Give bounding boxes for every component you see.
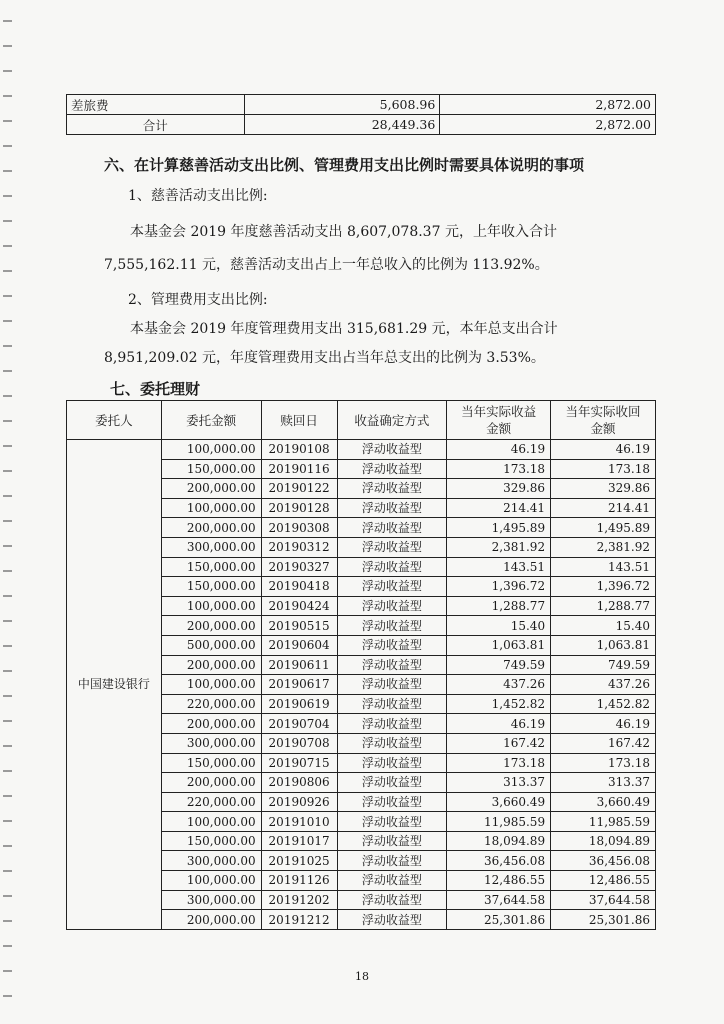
- redeem-date-cell: 20190611: [261, 655, 337, 675]
- wealth-management-table: [66, 400, 656, 930]
- header-trustee: 委托人: [67, 401, 162, 440]
- binder-mark: [3, 20, 12, 22]
- recovered-cell: 46.19: [551, 440, 656, 460]
- expense-label: 差旅费: [67, 95, 245, 115]
- header-amount: 委托金额: [161, 401, 261, 440]
- amount-cell: 200,000.00: [161, 518, 261, 538]
- income-cell: 749.59: [447, 655, 551, 675]
- income-type-cell: 浮动收益型: [337, 655, 447, 675]
- redeem-date-cell: 20190108: [261, 440, 337, 460]
- income-type-cell: 浮动收益型: [337, 773, 447, 793]
- section6-p2-line2: 8,951,209.02 元，年度管理费用支出占当年总支出的比例为 3.53%。: [104, 350, 545, 366]
- income-cell: 167.42: [447, 733, 551, 753]
- redeem-date-cell: 20190418: [261, 577, 337, 597]
- income-cell: 1,288.77: [447, 596, 551, 616]
- binder-mark: [3, 395, 12, 397]
- redeem-date-cell: 20191010: [261, 812, 337, 832]
- amount-cell: 200,000.00: [161, 910, 261, 930]
- recovered-cell: 3,660.49: [551, 792, 656, 812]
- binder-mark: [3, 145, 12, 147]
- expense-label: 合计: [67, 115, 245, 135]
- recovered-cell: 15.40: [551, 616, 656, 636]
- redeem-date-cell: 20191202: [261, 890, 337, 910]
- binder-mark: [3, 445, 12, 447]
- binder-mark: [3, 295, 12, 297]
- amount-cell: 220,000.00: [161, 792, 261, 812]
- binder-margin: [0, 0, 14, 1024]
- income-cell: 25,301.86: [447, 910, 551, 930]
- binder-mark: [3, 170, 12, 172]
- income-cell: 11,985.59: [447, 812, 551, 832]
- income-cell: 329.86: [447, 479, 551, 499]
- income-cell: 12,486.55: [447, 871, 551, 891]
- section6-heading: 六、在计算慈善活动支出比例、管理费用支出比例时需要具体说明的事项: [104, 156, 585, 174]
- binder-mark: [3, 870, 12, 872]
- amount-cell: 150,000.00: [161, 459, 261, 479]
- income-type-cell: 浮动收益型: [337, 851, 447, 871]
- binder-mark: [3, 595, 12, 597]
- income-cell: 36,456.08: [447, 851, 551, 871]
- recovered-cell: 329.86: [551, 479, 656, 499]
- binder-mark: [3, 645, 12, 647]
- amount-cell: 200,000.00: [161, 479, 261, 499]
- income-type-cell: 浮动收益型: [337, 792, 447, 812]
- binder-mark: [3, 895, 12, 897]
- redeem-date-cell: 20190308: [261, 518, 337, 538]
- income-cell: 3,660.49: [447, 792, 551, 812]
- income-type-cell: 浮动收益型: [337, 616, 447, 636]
- recovered-cell: 143.51: [551, 557, 656, 577]
- expense-current: 28,449.36: [244, 115, 440, 135]
- section6-p1-line1: 本基金会 2019 年度慈善活动支出 8,607,078.37 元，上年收入合计: [130, 224, 557, 240]
- binder-mark: [3, 995, 12, 997]
- recovered-cell: 437.26: [551, 675, 656, 695]
- binder-mark: [3, 845, 12, 847]
- recovered-cell: 1,063.81: [551, 635, 656, 655]
- recovered-cell: 37,644.58: [551, 890, 656, 910]
- redeem-date-cell: 20191025: [261, 851, 337, 871]
- income-type-cell: 浮动收益型: [337, 440, 447, 460]
- expense-current: 5,608.96: [244, 95, 440, 115]
- income-type-cell: 浮动收益型: [337, 537, 447, 557]
- section6-p1-line2: 7,555,162.11 元，慈善活动支出占上一年总收入的比例为 113.92%。: [104, 257, 549, 273]
- income-type-cell: 浮动收益型: [337, 831, 447, 851]
- amount-cell: 220,000.00: [161, 694, 261, 714]
- amount-cell: 500,000.00: [161, 635, 261, 655]
- header-redeem-date: 赎回日: [261, 401, 337, 440]
- redeem-date-cell: 20190604: [261, 635, 337, 655]
- recovered-cell: 1,396.72: [551, 577, 656, 597]
- recovered-cell: 46.19: [551, 714, 656, 734]
- trustee-cell: 中国建设银行: [67, 440, 162, 930]
- income-type-cell: 浮动收益型: [337, 753, 447, 773]
- income-type-cell: 浮动收益型: [337, 518, 447, 538]
- income-cell: 15.40: [447, 616, 551, 636]
- income-cell: 1,396.72: [447, 577, 551, 597]
- binder-mark: [3, 370, 12, 372]
- recovered-cell: 313.37: [551, 773, 656, 793]
- recovered-cell: 173.18: [551, 753, 656, 773]
- amount-cell: 300,000.00: [161, 733, 261, 753]
- recovered-cell: 18,094.89: [551, 831, 656, 851]
- expense-previous: 2,872.00: [440, 95, 656, 115]
- amount-cell: 150,000.00: [161, 753, 261, 773]
- redeem-date-cell: 20191017: [261, 831, 337, 851]
- income-type-cell: 浮动收益型: [337, 714, 447, 734]
- income-cell: 173.18: [447, 459, 551, 479]
- recovered-cell: 1,288.77: [551, 596, 656, 616]
- binder-mark: [3, 345, 12, 347]
- amount-cell: 100,000.00: [161, 871, 261, 891]
- redeem-date-cell: 20190424: [261, 596, 337, 616]
- table-row: [67, 95, 656, 115]
- amount-cell: 100,000.00: [161, 596, 261, 616]
- binder-mark: [3, 920, 12, 922]
- redeem-date-cell: 20191126: [261, 871, 337, 891]
- amount-cell: 150,000.00: [161, 577, 261, 597]
- redeem-date-cell: 20190327: [261, 557, 337, 577]
- binder-mark: [3, 820, 12, 822]
- income-type-cell: 浮动收益型: [337, 812, 447, 832]
- recovered-cell: 1,452.82: [551, 694, 656, 714]
- income-cell: 1,495.89: [447, 518, 551, 538]
- binder-mark: [3, 220, 12, 222]
- section6-p2-line1: 本基金会 2019 年度管理费用支出 315,681.29 元，本年总支出合计: [130, 321, 558, 337]
- amount-cell: 200,000.00: [161, 714, 261, 734]
- header-income-type: 收益确定方式: [337, 401, 447, 440]
- income-cell: 173.18: [447, 753, 551, 773]
- header-actual-recovered: 当年实际收回 金额: [551, 401, 656, 440]
- amount-cell: 300,000.00: [161, 890, 261, 910]
- binder-mark: [3, 620, 12, 622]
- page-number: 18: [355, 970, 369, 983]
- table-row: [67, 115, 656, 135]
- binder-mark: [3, 95, 12, 97]
- income-type-cell: 浮动收益型: [337, 675, 447, 695]
- income-cell: 2,381.92: [447, 537, 551, 557]
- redeem-date-cell: 20190312: [261, 537, 337, 557]
- income-cell: 214.41: [447, 498, 551, 518]
- income-cell: 46.19: [447, 714, 551, 734]
- section6-sub1: 1、慈善活动支出比例:: [128, 188, 268, 204]
- binder-mark: [3, 120, 12, 122]
- amount-cell: 100,000.00: [161, 812, 261, 832]
- amount-cell: 200,000.00: [161, 616, 261, 636]
- recovered-cell: 214.41: [551, 498, 656, 518]
- income-type-cell: 浮动收益型: [337, 890, 447, 910]
- redeem-date-cell: 20190515: [261, 616, 337, 636]
- binder-mark: [3, 770, 12, 772]
- income-type-cell: 浮动收益型: [337, 459, 447, 479]
- amount-cell: 200,000.00: [161, 773, 261, 793]
- redeem-date-cell: 20191212: [261, 910, 337, 930]
- table-row: [67, 440, 656, 460]
- redeem-date-cell: 20190116: [261, 459, 337, 479]
- income-type-cell: 浮动收益型: [337, 910, 447, 930]
- recovered-cell: 749.59: [551, 655, 656, 675]
- income-cell: 143.51: [447, 557, 551, 577]
- amount-cell: 150,000.00: [161, 557, 261, 577]
- redeem-date-cell: 20190617: [261, 675, 337, 695]
- binder-mark: [3, 470, 12, 472]
- amount-cell: 100,000.00: [161, 675, 261, 695]
- income-type-cell: 浮动收益型: [337, 577, 447, 597]
- recovered-cell: 1,495.89: [551, 518, 656, 538]
- binder-mark: [3, 195, 12, 197]
- recovered-cell: 2,381.92: [551, 537, 656, 557]
- income-cell: 37,644.58: [447, 890, 551, 910]
- binder-mark: [3, 45, 12, 47]
- amount-cell: 300,000.00: [161, 537, 261, 557]
- income-cell: 18,094.89: [447, 831, 551, 851]
- redeem-date-cell: 20190708: [261, 733, 337, 753]
- amount-cell: 300,000.00: [161, 851, 261, 871]
- income-type-cell: 浮动收益型: [337, 733, 447, 753]
- section7-heading: 七、委托理财: [110, 380, 201, 398]
- income-type-cell: 浮动收益型: [337, 498, 447, 518]
- binder-mark: [3, 270, 12, 272]
- header-actual-income: 当年实际收益 金额: [447, 401, 551, 440]
- binder-mark: [3, 545, 12, 547]
- expense-previous: 2,872.00: [440, 115, 656, 135]
- income-cell: 1,063.81: [447, 635, 551, 655]
- income-cell: 437.26: [447, 675, 551, 695]
- binder-mark: [3, 945, 12, 947]
- income-cell: 46.19: [447, 440, 551, 460]
- binder-mark: [3, 520, 12, 522]
- binder-mark: [3, 720, 12, 722]
- recovered-cell: 173.18: [551, 459, 656, 479]
- binder-mark: [3, 420, 12, 422]
- income-type-cell: 浮动收益型: [337, 871, 447, 891]
- binder-mark: [3, 745, 12, 747]
- amount-cell: 200,000.00: [161, 655, 261, 675]
- binder-mark: [3, 695, 12, 697]
- redeem-date-cell: 20190619: [261, 694, 337, 714]
- income-type-cell: 浮动收益型: [337, 479, 447, 499]
- expense-table: [66, 94, 656, 135]
- redeem-date-cell: 20190715: [261, 753, 337, 773]
- redeem-date-cell: 20190926: [261, 792, 337, 812]
- income-cell: 313.37: [447, 773, 551, 793]
- amount-cell: 150,000.00: [161, 831, 261, 851]
- redeem-date-cell: 20190122: [261, 479, 337, 499]
- income-type-cell: 浮动收益型: [337, 557, 447, 577]
- recovered-cell: 11,985.59: [551, 812, 656, 832]
- income-type-cell: 浮动收益型: [337, 596, 447, 616]
- income-type-cell: 浮动收益型: [337, 694, 447, 714]
- binder-mark: [3, 795, 12, 797]
- income-cell: 1,452.82: [447, 694, 551, 714]
- recovered-cell: 25,301.86: [551, 910, 656, 930]
- binder-mark: [3, 245, 12, 247]
- redeem-date-cell: 20190704: [261, 714, 337, 734]
- amount-cell: 100,000.00: [161, 498, 261, 518]
- binder-mark: [3, 570, 12, 572]
- binder-mark: [3, 70, 12, 72]
- redeem-date-cell: 20190128: [261, 498, 337, 518]
- amount-cell: 100,000.00: [161, 440, 261, 460]
- recovered-cell: 167.42: [551, 733, 656, 753]
- recovered-cell: 36,456.08: [551, 851, 656, 871]
- section6-sub2: 2、管理费用支出比例:: [128, 292, 268, 308]
- binder-mark: [3, 495, 12, 497]
- binder-mark: [3, 670, 12, 672]
- redeem-date-cell: 20190806: [261, 773, 337, 793]
- recovered-cell: 12,486.55: [551, 871, 656, 891]
- income-type-cell: 浮动收益型: [337, 635, 447, 655]
- binder-mark: [3, 320, 12, 322]
